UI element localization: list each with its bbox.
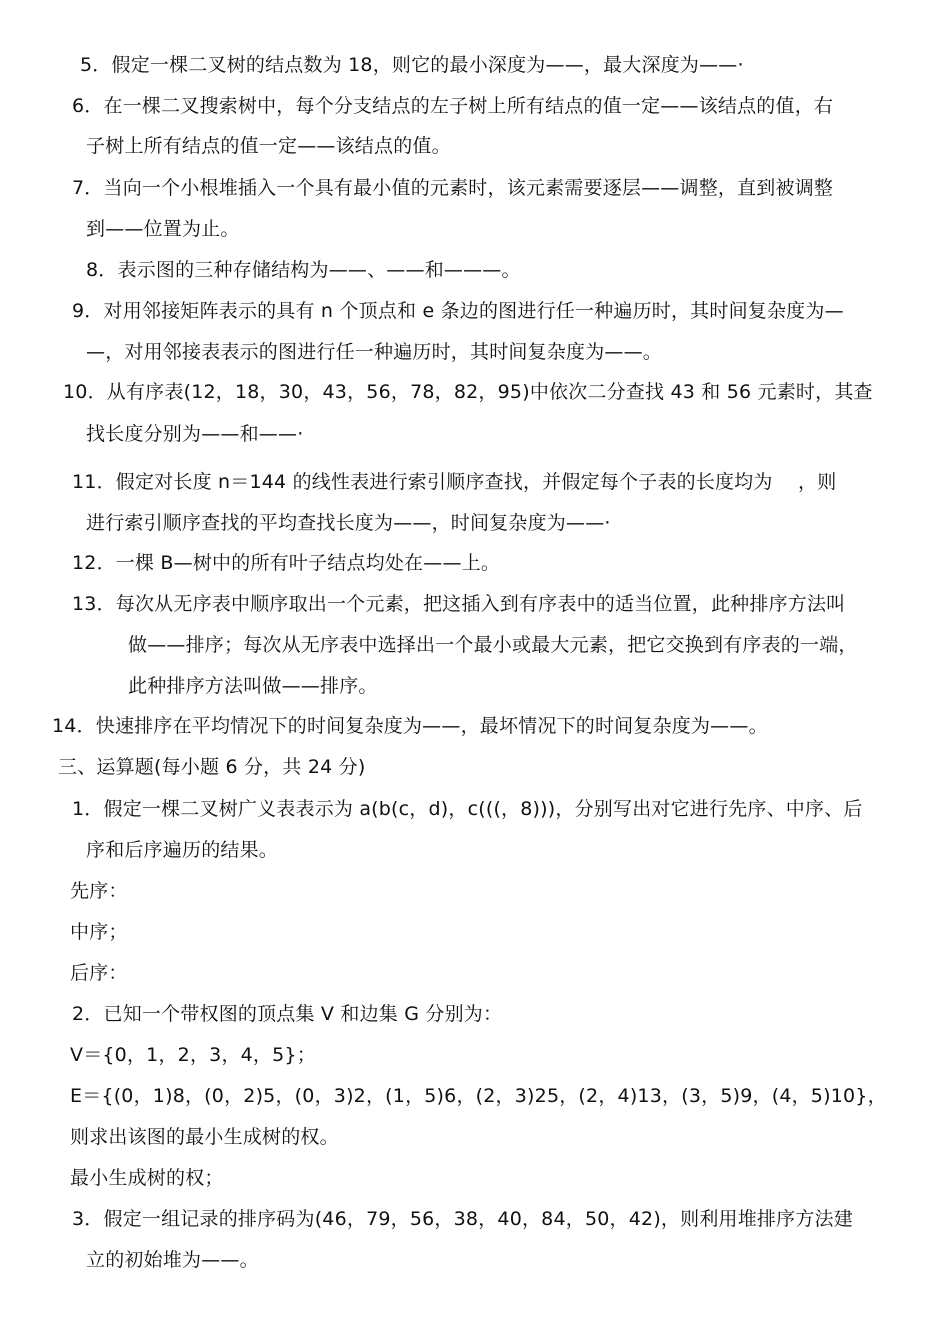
calc1-line-2: 序和后序遍历的结果。 [86,839,279,861]
calc3-line-2: 立的初始堆为——。 [86,1249,259,1271]
edge-set: E＝{(0，1)8，(0，2)5，(0，3)2，(1，5)6，(2，3)25，(2，4)13，(3，5)9，(4，5)10}， [70,1085,887,1107]
q10-line-2: 找长度分别为——和——· [86,423,304,445]
calc1-line-1: 1．假定一棵二叉树广义表表示为 a(b(c，d)，c(((，8)))，分别写出对它进行先序、中序、后 [72,798,863,820]
q9-line-1: 9．对用邻接矩阵表示的具有 n 个顶点和 e 条边的图进行任一种遍历时，其时间复杂度为— [72,300,844,322]
q11-line-2: 进行索引顺序查找的平均查找长度为——，时间复杂度为——· [86,512,611,534]
calc2-question: 则求出该图的最小生成树的权。 [70,1126,339,1148]
q7-line-2: 到——位置为止。 [86,218,240,240]
q14-line: 14．快速排序在平均情况下的时间复杂度为——，最坏情况下的时间复杂度为——。 [52,715,768,737]
q13-line-1: 13．每次从无序表中顺序取出一个元素，把这插入到有序表中的适当位置，此种排序方法叫 [72,593,846,615]
calc2-line-1: 2．已知一个带权图的顶点集 V 和边集 G 分别为： [72,1003,503,1025]
mst-weight-label: 最小生成树的权； [70,1167,224,1189]
q6-line-2: 子树上所有结点的值一定——该结点的值。 [86,135,451,157]
inorder-label: 中序； [70,921,128,943]
q13-line-2: 做——排序；每次从无序表中选择出一个最小或最大元素，把它交换到有序表的一端， [128,634,858,656]
calc3-line-1: 3．假定一组记录的排序码为(46，79，56，38，40，84，50，42)，则利用堆排序方法建 [72,1208,853,1230]
section-3-heading: 三、运算题(每小题 6 分，共 24 分) [58,756,366,778]
q10-line-1: 10．从有序表(12，18，30，43，56，78，82，95)中依次二分查找 43 和 56 元素时，其查 [63,381,873,403]
q6-line-1: 6．在一棵二叉搜索树中，每个分支结点的左子树上所有结点的值一定——该结点的值，右 [72,95,834,117]
preorder-label: 先序： [70,880,128,902]
q8-line: 8．表示图的三种存储结构为——、——和———。 [86,259,521,281]
q9-line-2: —，对用邻接表表示的图进行任一种遍历时，其时间复杂度为——。 [86,341,663,363]
vertex-set: V＝{0，1，2，3，4，5}； [70,1044,316,1066]
q5-line: 5．假定一棵二叉树的结点数为 18，则它的最小深度为——，最大深度为——· [80,54,744,76]
q13-line-3: 此种排序方法叫做——排序。 [128,675,378,697]
postorder-label: 后序： [70,962,128,984]
q12-line: 12．一棵 B—树中的所有叶子结点均处在——上。 [72,552,501,574]
q7-line-1: 7．当向一个小根堆插入一个具有最小值的元素时，该元素需要逐层——调整，直到被调整 [72,177,834,199]
q11-line-1: 11．假定对长度 n＝144 的线性表进行索引顺序查找，并假定每个子表的长度均为 ，则 [72,471,837,493]
